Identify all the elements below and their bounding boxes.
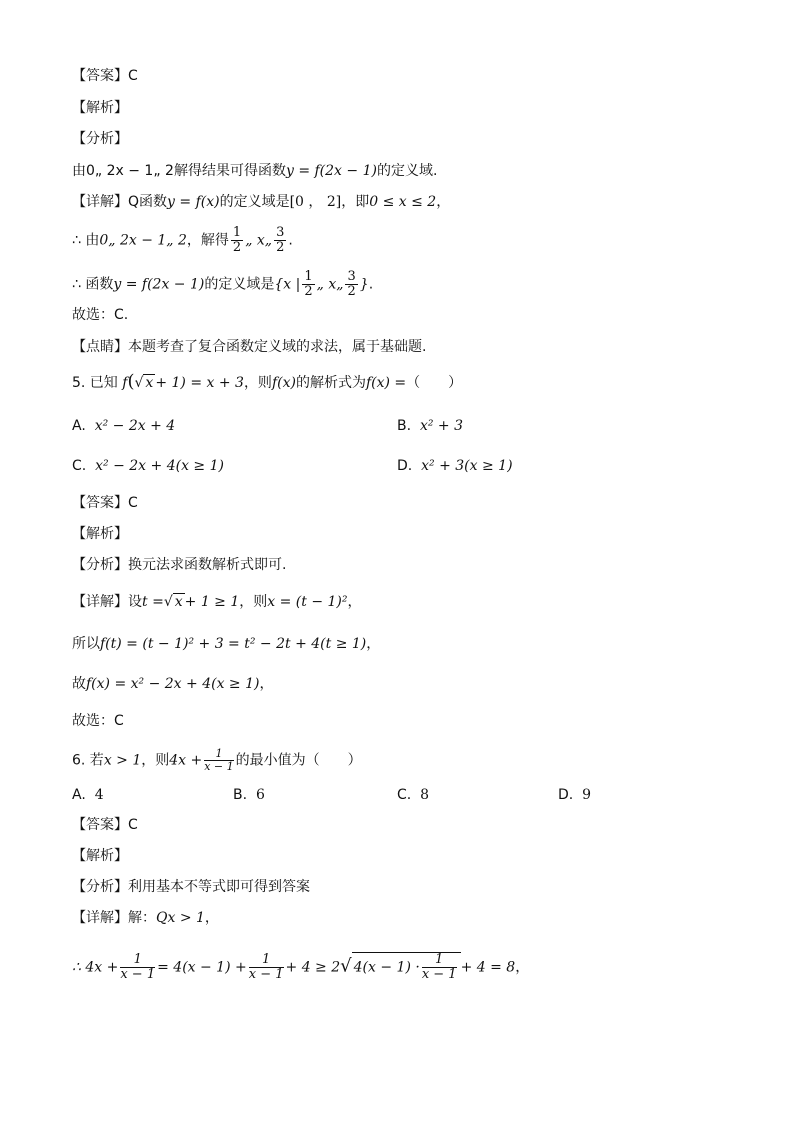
guxuan-1: 故选：C. — [72, 307, 129, 323]
l2-c: ，解得 — [186, 232, 229, 249]
q5-sqrt-x: x — [145, 375, 154, 391]
question-5: 5. 已知 f(√ x + 1) = x + 3，则f(x)的解析式为f(x) =（ ） — [72, 371, 463, 392]
domain-line-1 — [72, 270, 373, 299]
sqrt-icon: √ — [134, 375, 144, 391]
fraction-half-2: $\frac{1}{2}$ — [304, 269, 313, 299]
fraction-three-halves: $\frac{3}{2}$ — [276, 225, 285, 255]
answer-value: C — [128, 68, 138, 84]
fenxi-func: y = f(2x − 1) — [285, 163, 377, 179]
xiangjie-line-1 — [72, 192, 450, 212]
q5-f: f — [122, 375, 128, 391]
q5-f-rest: + 1) = x + 3 — [155, 375, 244, 391]
xq-e: ，即 — [341, 194, 370, 210]
answer-line-5 — [72, 493, 138, 513]
inequality-line-6: ∴ 4x + $\frac{1}{x - 1}$ = 4(x − 1) + $\frac{1}{x - 1}$ + 4 ≥ 2√ 4(x − 1) · $\frac{1}{x - 1}$ + 4 = 8， — [72, 952, 530, 982]
q5-option-b: B. x² + 3 — [397, 418, 464, 434]
frac-c: $\frac{1}{x - 1}$ — [421, 952, 457, 982]
xq-c: 的定义域是 — [219, 194, 290, 210]
solve-line-1 — [72, 226, 293, 255]
xq-a: Q函数 — [128, 194, 168, 210]
l2-end: . — [288, 232, 293, 249]
q5-fx: f(x) — [271, 375, 296, 391]
fenxi-6: 【分析】利用基本不等式即可得到答案 — [72, 879, 310, 895]
frac-b: $\frac{1}{x - 1}$ — [248, 952, 284, 982]
q6-option-b: B. 6 — [233, 787, 265, 803]
l3-c: 的定义域是 — [204, 276, 275, 293]
l3-end: . — [368, 276, 374, 293]
sqrt-icon: √ — [340, 955, 352, 977]
q5-option-a: A. x² − 2x + 4 — [72, 418, 176, 434]
fenxi-text-a: 由0„ 2x − 1„ 2解得结果可得函数 — [72, 163, 286, 179]
l3-a: ∴ 函数 — [72, 276, 114, 293]
fraction-half: $\frac{1}{2}$ — [232, 225, 242, 255]
q6-option-c: C. 8 — [397, 787, 430, 803]
q5-option-d: D. x² + 3(x ≥ 1) — [397, 458, 513, 474]
derive-ft-5: 所以f(t) = (t − 1)² + 3 = t² − 2t + 4(t ≥ 1)， — [72, 636, 381, 652]
fenxi-text-1 — [72, 161, 437, 181]
dianjing-text: 本题考查了复合函数定义域的求法，属于基础题. — [128, 339, 427, 355]
dianjing-1 — [72, 337, 426, 357]
guxuan-5: 故选：C — [72, 713, 124, 729]
fenxi-heading-1: 【分析】 — [72, 131, 128, 147]
xiangjie-tag: 【详解】 — [72, 194, 128, 210]
q6-option-a: A. 4 — [72, 787, 104, 803]
q5-mid: ，则 — [243, 375, 272, 391]
answer-tag: 【答案】 — [72, 68, 128, 84]
l3-e: } — [359, 276, 369, 293]
q6-option-d: D. 9 — [558, 787, 592, 803]
q5-number: 5. 已知 — [72, 375, 118, 391]
q5-mid2: 的解析式为 — [295, 375, 366, 391]
q6-fraction: $\frac{1}{x - 1}$ — [204, 747, 234, 773]
fenxi-5: 【分析】换元法求函数解析式即可. — [72, 557, 287, 573]
xq-g: ， — [436, 194, 451, 210]
xq-f: 0 ≤ x ≤ 2 — [369, 194, 437, 210]
fraction-three-halves-2: $\frac{3}{2}$ — [347, 269, 356, 299]
l2-a: ∴ 由 — [72, 232, 100, 249]
sqrt-body: 4(x − 1) · $\frac{1}{x - 1}$ — [352, 952, 461, 982]
q5-fx2: f(x) = — [365, 375, 407, 391]
fenxi-text-c: 的定义域. — [376, 163, 438, 179]
answer-line-1 — [72, 66, 138, 86]
question-6: 6. 若x > 1，则4x + $\frac{1}{x - 1}$ 的最小值为（ ） — [72, 747, 362, 773]
sqrt-icon: √ — [163, 594, 173, 610]
l2-mid: „ x„ — [245, 232, 273, 249]
jiexi-heading-6: 【解析】 — [72, 848, 128, 864]
l2-b: 0„ 2x − 1„ 2 — [99, 232, 187, 249]
frac-a: $\frac{1}{x - 1}$ — [120, 952, 156, 982]
answer-line-6: 【答案】C — [72, 817, 138, 833]
xiangjie-6: 【详解】解：Qx > 1， — [72, 910, 219, 926]
xq-b: y = f(x) — [167, 194, 220, 210]
dianjing-tag: 【点睛】 — [72, 339, 128, 355]
l3-b: y = f(2x − 1) — [113, 276, 205, 293]
answer-value: C — [128, 495, 138, 511]
l3-mid: „ x„ — [316, 276, 344, 293]
answer-tag: 【答案】 — [72, 495, 128, 511]
derive-fx-5: 故f(x) = x² − 2x + 4(x ≥ 1)， — [72, 676, 274, 692]
q5-option-c: C. x² − 2x + 4(x ≥ 1) — [72, 458, 224, 474]
jiexi-heading-5: 【解析】 — [72, 526, 128, 542]
xq-d: [0 ， 2] — [289, 194, 342, 210]
q5-paren: （ ） — [406, 375, 463, 391]
xiangjie-5: 【详解】设t =√ x + 1 ≥ 1，则x = (t − 1)²， — [72, 594, 362, 610]
jiexi-heading-1: 【解析】 — [72, 100, 128, 116]
l3-d: {x | — [274, 276, 301, 293]
